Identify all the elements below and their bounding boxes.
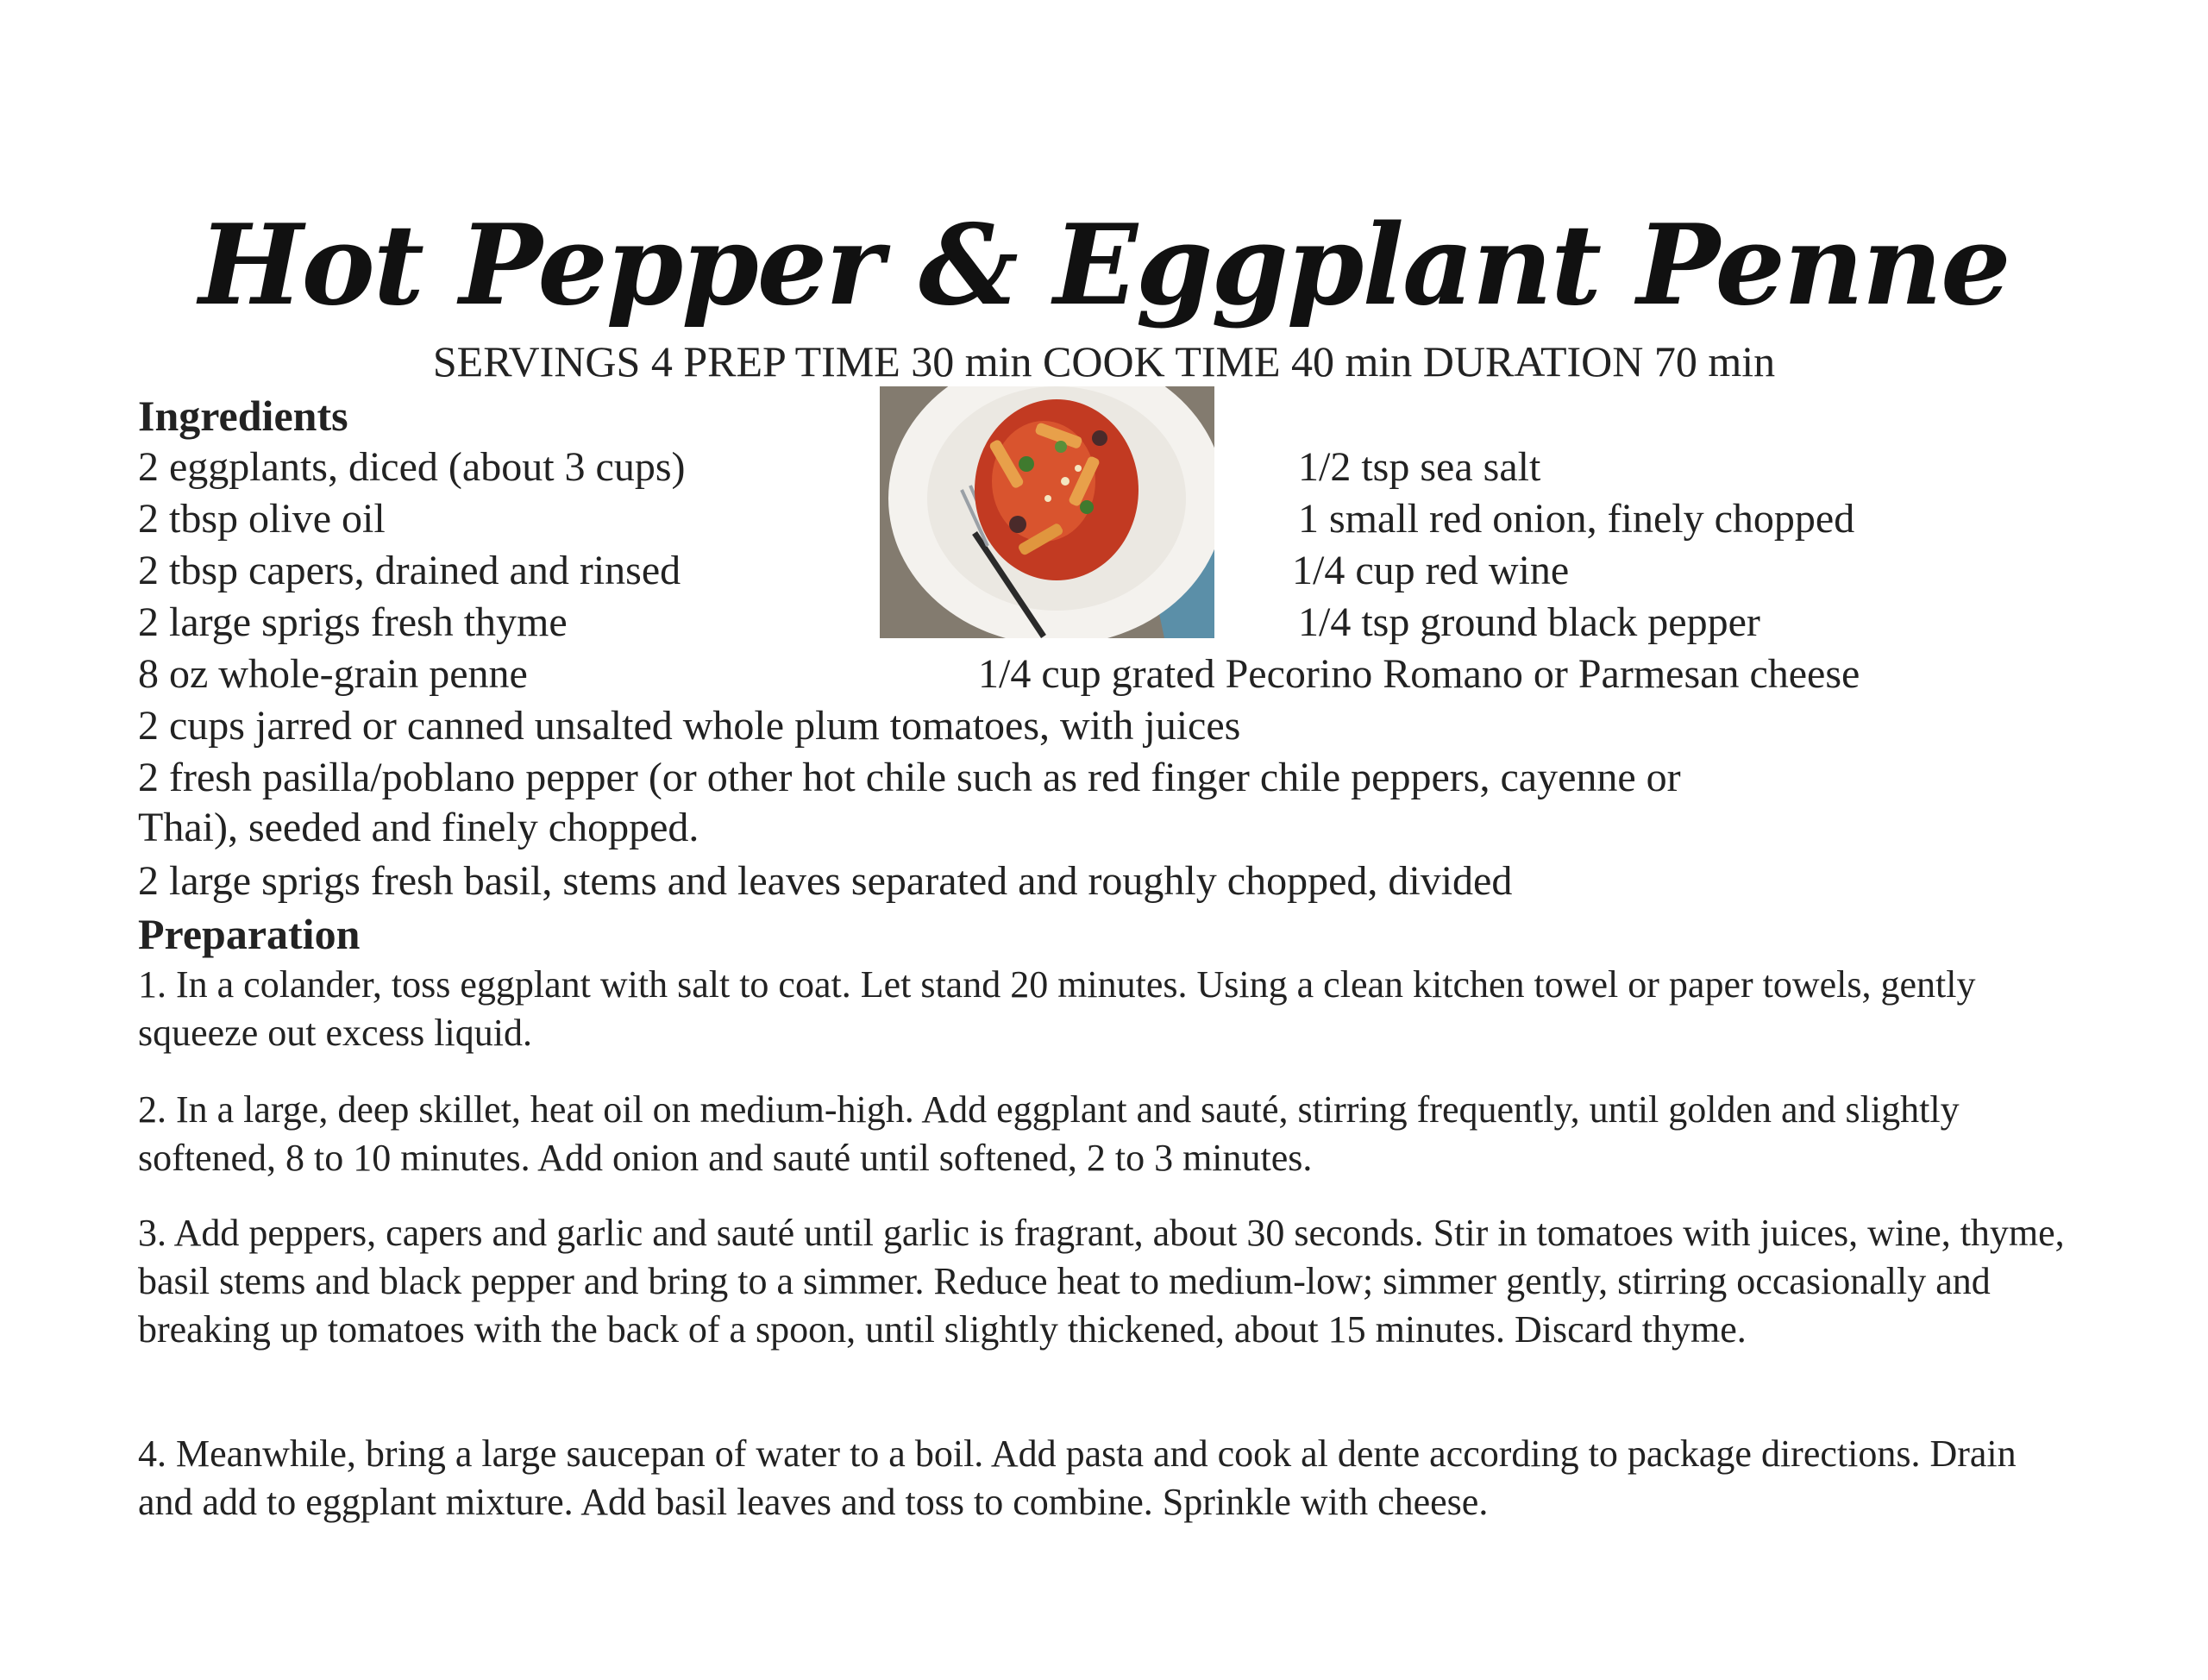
ingredient-item: 2 large sprigs fresh thyme: [138, 599, 568, 645]
pasta-plate-photo: [880, 386, 1214, 638]
ingredient-item: 1/4 cup grated Pecorino Romano or Parmesan cheese: [978, 651, 1860, 697]
ingredient-item: 1/4 cup red wine: [1292, 548, 1570, 593]
ingredient-item: 2 large sprigs fresh basil, stems and leaves separated and roughly chopped, divided: [138, 858, 1513, 904]
ingredient-item: 8 oz whole-grain penne: [138, 651, 528, 697]
preparation-heading: Preparation: [138, 910, 361, 958]
ingredient-item: Thai), seeded and finely chopped.: [138, 805, 699, 850]
ingredient-item: 1/2 tsp sea salt: [1298, 444, 1541, 490]
ingredient-item: 2 eggplants, diced (about 3 cups): [138, 444, 686, 490]
ingredient-item: 2 tbsp olive oil: [138, 496, 386, 542]
recipe-title: Hot Pepper & Eggplant Penne: [198, 201, 2010, 330]
ingredient-item: 2 cups jarred or canned unsalted whole plum tomatoes, with juices: [138, 703, 1241, 749]
preparation-step: 1. In a colander, toss eggplant with salt to coat. Let stand 20 minutes. Using a clean kitchen towel or paper towels, gently squeeze out excess liquid.: [138, 963, 1976, 1054]
ingredient-item: 1 small red onion, finely chopped: [1298, 496, 1855, 542]
preparation-step: 3. Add peppers, capers and garlic and sauté until garlic is fragrant, about 30 seconds. Stir in tomatoes with juices, wine, thyme, basil stems and black pepper and bring to a simmer. Reduce heat to medium-low; simmer gently, stirring occasionally and breaking up tomatoes with the back of a spoon, until slightly thickened, about 15 minutes. Discard thyme.: [138, 1212, 2065, 1351]
pasta-plate-icon: [880, 386, 1214, 638]
preparation-step: 4. Meanwhile, bring a large saucepan of water to a boil. Add pasta and cook al dente according to package directions. Drain and add to eggplant mixture. Add basil leaves and toss to combine. Sprinkle with cheese.: [138, 1432, 2017, 1523]
ingredient-item: 2 tbsp capers, drained and rinsed: [138, 548, 681, 593]
ingredient-item: 1/4 tsp ground black pepper: [1298, 599, 1760, 645]
ingredients-heading: Ingredients: [138, 392, 348, 440]
recipe-meta: SERVINGS 4 PREP TIME 30 min COOK TIME 40 min DURATION 70 min: [432, 337, 1776, 386]
preparation-step: 2. In a large, deep skillet, heat oil on medium-high. Add eggplant and sauté, stirring frequently, until golden and slightly softened, 8 to 10 minutes. Add onion and sauté until softened, 2 to 3 minutes.: [138, 1088, 1960, 1179]
ingredient-item: 2 fresh pasilla/poblano pepper (or other hot chile such as red finger chile peppers, cayenne or: [138, 755, 1681, 800]
